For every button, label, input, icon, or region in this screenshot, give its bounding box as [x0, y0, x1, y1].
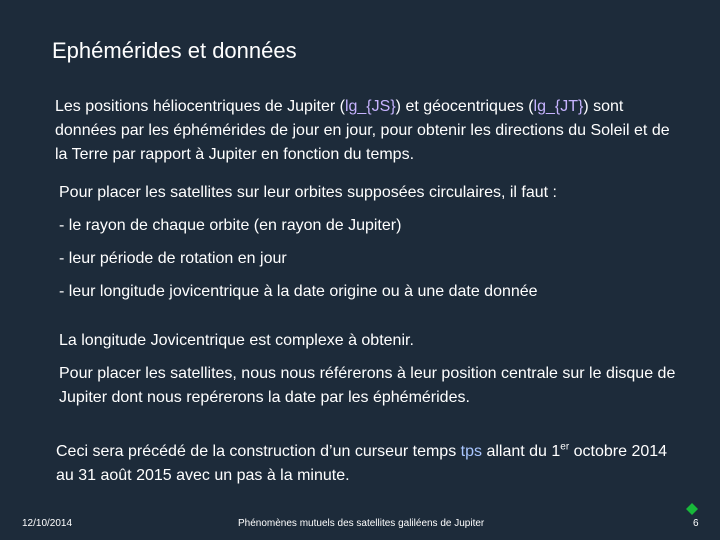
bullet-orbit-radius: - le rayon de chaque orbite (en rayon de Jupiter) — [59, 217, 402, 234]
text: Ceci sera précédé de la construction d’un curseur temps — [56, 443, 461, 460]
text: octobre 2014 au 31 août 2015 avec un pas à la minute. — [56, 443, 668, 484]
bullet-rotation-period: - leur période de rotation en jour — [59, 250, 287, 267]
formula-lg-js: lg_{JS} — [344, 98, 396, 115]
paragraph-placement-intro: Pour placer les satellites sur leur orbites supposées circulaires, il faut : — [59, 184, 557, 201]
text: allant du 1 — [482, 443, 561, 460]
bullet-jovicentric-longitude: - leur longitude jovicentrique à la date origine ou à une date donnée — [59, 283, 538, 300]
superscript-er: er — [560, 441, 570, 453]
text: Les positions héliocentriques de Jupiter ( — [55, 98, 345, 115]
formula-lg-jt: lg_{JT} — [533, 98, 584, 115]
paragraph-longitude-complex: La longitude Jovicentrique est complexe à obtenir. — [59, 332, 414, 349]
footer-title: Phénomènes mutuels des satellites galiléens de Jupiter — [238, 518, 485, 529]
green-diamond-icon[interactable] — [686, 503, 698, 515]
text: ) sont données par les éphémérides de jour en jour, pour obtenir les directions du Soleil et de la Terre par rapport à Jupiter en fonction du temps. — [55, 98, 670, 163]
paragraph-time-cursor — [56, 440, 676, 488]
paragraph-central-position: Pour placer les satellites, nous nous référerons à leur position centrale sur le disque de Jupiter dont nous repérerons la date par les éphémérides. — [59, 365, 676, 406]
footer-date: 12/10/2014 — [22, 518, 73, 529]
slide-number: 6 — [693, 518, 699, 529]
variable-tps: tps — [460, 443, 482, 460]
paragraph-ephemerides — [55, 95, 680, 167]
slide-title: Ephémérides et données — [52, 38, 297, 63]
text: ) et géocentriques ( — [395, 98, 534, 115]
